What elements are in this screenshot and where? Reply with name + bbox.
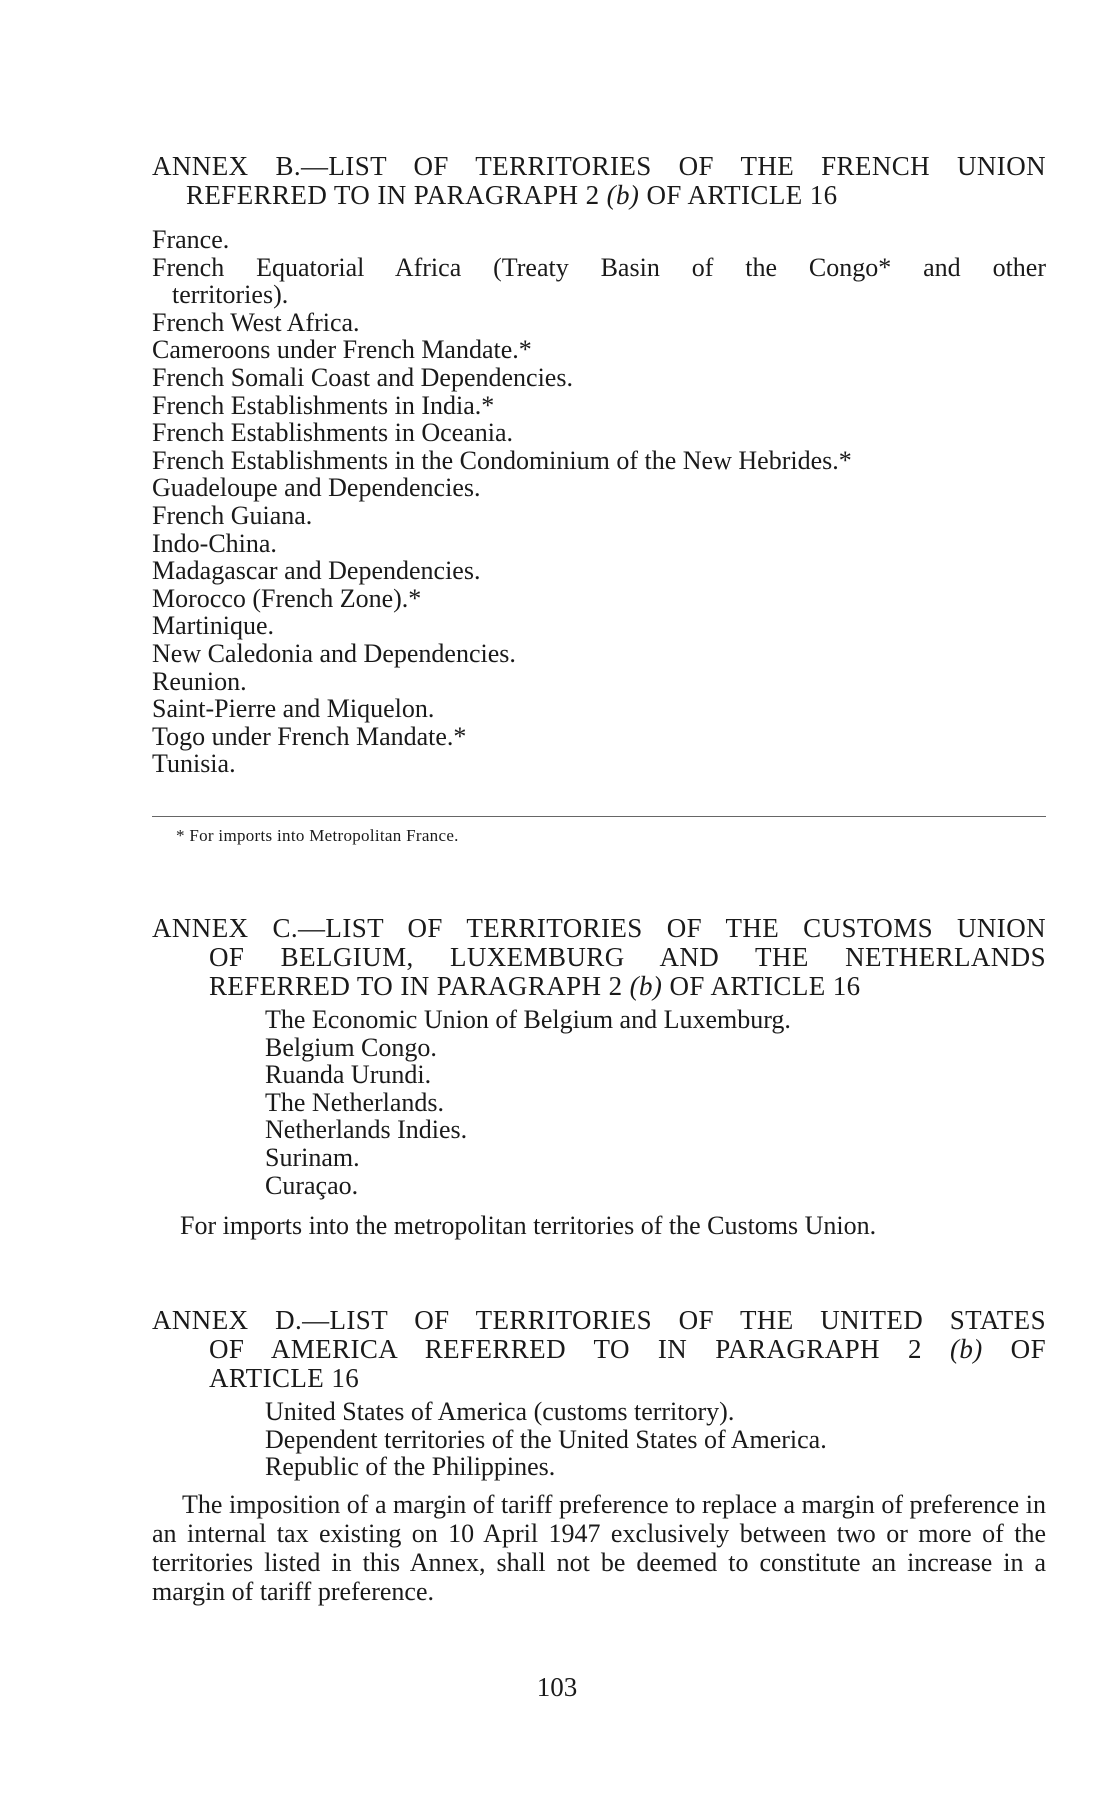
annex-c-heading-line3-text: REFERRED TO IN PARAGRAPH 2: [209, 971, 630, 1001]
list-item: United States of America (customs territory).: [265, 1397, 735, 1426]
list-item: French Equatorial Africa (Treaty Basin of the Congo* and other: [152, 252, 1046, 282]
list-item: Republic of the Philippines.: [265, 1452, 556, 1482]
list-item: Guadeloupe and Dependencies.: [152, 473, 481, 503]
list-item: Dependent territories of the United States of America.: [265, 1424, 827, 1454]
list-item: French Guiana.: [152, 500, 313, 530]
annex-d-heading-ref: (b): [949, 1334, 983, 1364]
annex-d-heading-line2: [152, 1335, 1046, 1364]
annex-c-heading-line3: [152, 972, 1046, 1001]
list-item: Indo-China.: [152, 528, 277, 558]
annex-d-heading: [152, 1306, 1046, 1393]
list-item: Cameroons under French Mandate.*: [152, 335, 532, 365]
list-item: New Caledonia and Dependencies.: [152, 638, 516, 668]
annex-b-heading-line2-end: OF ARTICLE 16: [639, 180, 838, 210]
annex-d-paragraph: The imposition of a margin of tariff preference to replace a margin of preference in an internal tax existing on 10 April 1947 exclusively between two or more of the territories listed in this Annex, shall not be deemed to constitute an increase in a margin of tariff preference.: [152, 1490, 1046, 1606]
annex-b-heading-line2-text: REFERRED TO IN PARAGRAPH 2: [186, 180, 607, 210]
list-item: French West Africa.: [152, 307, 360, 337]
list-item: Togo under French Mandate.*: [152, 721, 467, 751]
annex-d-heading-line2-end: OF: [982, 1334, 1046, 1364]
list-item: Netherlands Indies.: [265, 1115, 468, 1145]
list-item-continuation: territories).: [172, 280, 289, 310]
annex-b-heading-line2: [152, 181, 1046, 210]
annex-d-heading-line1: ANNEX D.—LIST OF TERRITORIES OF THE UNITED STATES: [152, 1305, 1046, 1335]
list-item: The Economic Union of Belgium and Luxemburg.: [265, 1005, 791, 1034]
annex-c-heading-line2: OF BELGIUM, LUXEMBURG AND THE NETHERLANDS: [209, 942, 1046, 972]
list-item: Curaçao.: [265, 1170, 359, 1200]
list-item: Saint-Pierre and Miquelon.: [152, 694, 435, 724]
annex-b-heading: [152, 152, 1046, 210]
list-item: French Somali Coast and Dependencies.: [152, 362, 573, 392]
list-item: French Establishments in India.*: [152, 390, 495, 420]
list-item: Tunisia.: [152, 749, 236, 779]
list-item: Morocco (French Zone).*: [152, 583, 422, 613]
annex-c-territory-list: [265, 1006, 1025, 1199]
annex-b-footnote: * For imports into Metropolitan France.: [176, 826, 459, 845]
list-item: Belgium Congo.: [265, 1032, 437, 1062]
annex-c-note: For imports into the metropolitan territories of the Customs Union.: [180, 1211, 877, 1240]
annex-b-territory-list: [152, 226, 1046, 778]
list-item: Martinique.: [152, 611, 275, 641]
list-item: Reunion.: [152, 666, 247, 696]
annex-d-territory-list: [265, 1398, 1025, 1481]
list-item: Ruanda Urundi.: [265, 1060, 432, 1090]
footnote-divider: [152, 816, 1046, 817]
list-item: Madagascar and Dependencies.: [152, 556, 481, 586]
list-item: [152, 281, 1046, 309]
list-item: The Netherlands.: [265, 1087, 445, 1117]
annex-d-heading-line2-text: OF AMERICA REFERRED TO IN PARAGRAPH 2: [209, 1334, 950, 1364]
annex-c-heading-line1: ANNEX C.—LIST OF TERRITORIES OF THE CUSTOMS UNION: [152, 913, 1046, 943]
list-item: French Establishments in the Condominium of the New Hebrides.*: [152, 445, 852, 475]
annex-d-heading-line3: ARTICLE 16: [209, 1363, 360, 1393]
annex-c-heading-ref: (b): [629, 971, 663, 1001]
annex-c-heading: [152, 914, 1046, 1001]
page-number: 103: [536, 1672, 578, 1702]
list-item: Surinam.: [265, 1142, 360, 1172]
annex-b-heading-line1: ANNEX B.—LIST OF TERRITORIES OF THE FRENCH UNION: [152, 151, 1046, 181]
list-item: France.: [152, 225, 230, 254]
list-item: French Establishments in Oceania.: [152, 418, 514, 448]
annex-b-heading-ref: (b): [606, 180, 640, 210]
annex-c-heading-line3-end: OF ARTICLE 16: [662, 971, 861, 1001]
